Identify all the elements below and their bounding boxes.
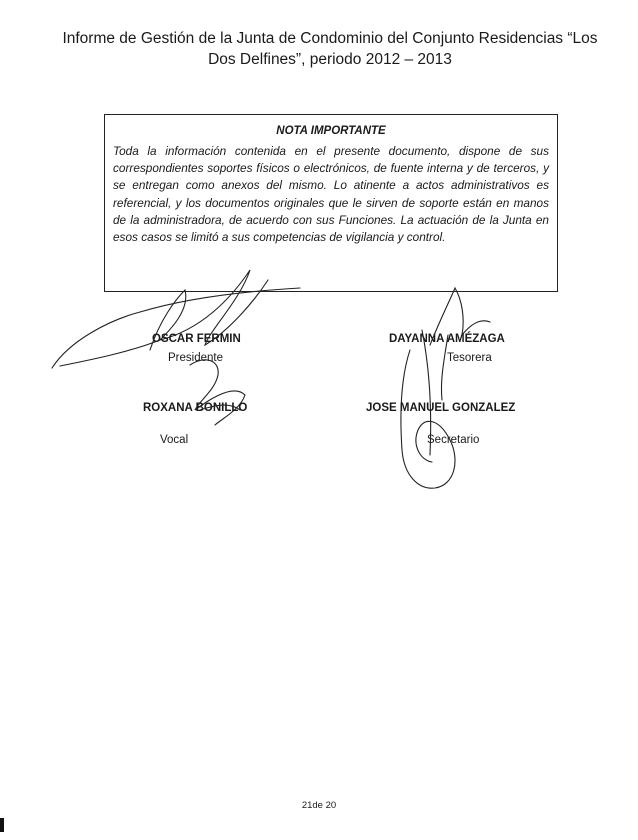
- signatory-name-vocal: ROXANA BONILLO: [143, 402, 248, 414]
- signature-vocal: [190, 360, 245, 425]
- signatory-role-president: Presidente: [168, 352, 223, 364]
- scan-edge-mark: [0, 818, 4, 832]
- important-note-box: [104, 114, 558, 292]
- page-number: 21de 20: [301, 800, 337, 811]
- signatory-name-treasurer: DAYANNA AMÉZAGA: [389, 333, 505, 345]
- signatory-name-secretary: JOSE MANUEL GONZALEZ: [366, 402, 516, 414]
- note-body: Toda la información contenida en el presente documento, dispone de sus correspondientes soportes físicos o electrónicos, de fuente interna y de terceros, y se entregan como anexos del mismo. Lo atinente a actos administrativos es referencial, y los documentos originales que le sirven de soporte están en manos de la administradora, de acuerdo con sus Funciones. La actuación de la Junta en esos casos se limitó a sus competencias de vigilancia y control.: [113, 144, 549, 245]
- signatory-role-vocal: Vocal: [160, 434, 189, 446]
- signatory-role-treasurer: Tesorera: [447, 352, 492, 364]
- signatory-role-secretary: Secretario: [427, 434, 480, 446]
- report-title: Informe de Gestión de la Junta de Condominio del Conjunto Residencias “Los Dos Delfines”, periodo 2012 – 2013: [62, 30, 598, 68]
- note-heading: NOTA IMPORTANTE: [276, 125, 386, 137]
- signatory-name-president: OSCAR FERMIN: [152, 333, 241, 345]
